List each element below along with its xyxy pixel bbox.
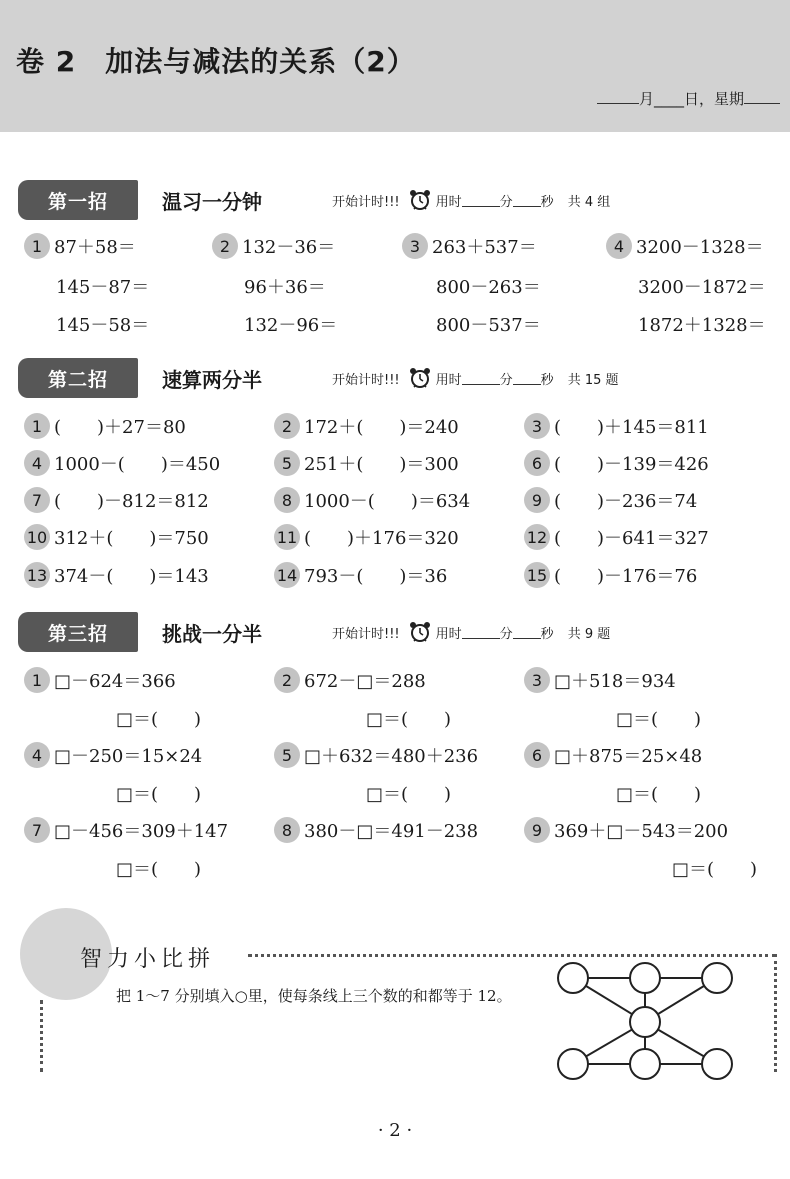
- problem-number: 1: [24, 667, 50, 693]
- problem-number: 15: [524, 562, 550, 588]
- problem-number: 5: [274, 450, 300, 476]
- timer-sec-label: 秒: [540, 626, 554, 642]
- equation: □－456＝309＋147: [54, 821, 229, 842]
- problem-number: 2: [274, 413, 300, 439]
- problem-number: 9: [524, 817, 550, 843]
- puzzle-circle-graph: [550, 958, 750, 1088]
- equation: 800－263＝: [436, 277, 541, 298]
- problem: [274, 562, 447, 588]
- puzzle-node-bottom-right: [702, 1049, 732, 1079]
- problem-number: 2: [212, 233, 238, 259]
- problem: [524, 562, 697, 588]
- timer-min-label: 分: [499, 372, 513, 388]
- problem-group-2: [212, 233, 335, 259]
- equation: □＋518＝934: [554, 671, 676, 692]
- equation: 793－( )＝36: [304, 566, 448, 587]
- timer-min-label: 分: [499, 194, 513, 210]
- problem: [24, 487, 209, 513]
- problem: [24, 742, 202, 768]
- answer-blank: □＝( ): [366, 784, 452, 805]
- equation: ( )－176＝76: [554, 566, 698, 587]
- dotted-border-right: [774, 954, 777, 1072]
- problem-number: 4: [24, 742, 50, 768]
- problem: [274, 450, 459, 476]
- dotted-border-top: [248, 954, 776, 957]
- timer-start-text: 开始计时!!!: [332, 194, 400, 210]
- section-2-header: [18, 358, 619, 398]
- equation: 132－96＝: [244, 315, 338, 336]
- problem: [24, 562, 209, 588]
- problem: [24, 524, 209, 550]
- equation: 145－87＝: [56, 277, 150, 298]
- section-3-tag: 第三招: [18, 612, 138, 652]
- problem-number: 6: [524, 450, 550, 476]
- equation: 3200－1872＝: [638, 277, 766, 298]
- problem-number: 2: [274, 667, 300, 693]
- answer-blank: □＝( ): [366, 709, 452, 730]
- equation: ( )＋176＝320: [304, 528, 459, 549]
- timer-start-text: 开始计时!!!: [332, 626, 400, 642]
- section-1-header: [18, 180, 610, 220]
- puzzle-node-top-left: [558, 963, 588, 993]
- equation: ( )＋145＝811: [554, 417, 709, 438]
- problem: [274, 413, 459, 439]
- equation: 1000－( )＝450: [54, 454, 221, 475]
- timer-used-label: 用时: [435, 372, 462, 388]
- equation: □－250＝15×24: [54, 746, 203, 767]
- problem-number: 5: [274, 742, 300, 768]
- problem: [274, 817, 478, 843]
- problem-number: 11: [274, 524, 300, 550]
- timer-used-label: 用时: [435, 194, 462, 210]
- equation: □＋875＝25×48: [554, 746, 703, 767]
- problem: [24, 413, 186, 439]
- problem-number: 1: [24, 413, 50, 439]
- problem-number: 10: [24, 524, 50, 550]
- equation: 312＋( )＝750: [54, 528, 209, 549]
- equation: □－624＝366: [54, 671, 176, 692]
- equation: ( )＋27＝80: [54, 417, 186, 438]
- page-header: [0, 0, 790, 132]
- equation: 3200－1328＝: [636, 237, 764, 258]
- problem-number: 3: [524, 667, 550, 693]
- problem-group-3: [402, 233, 537, 259]
- answer-blank: □＝( ): [616, 709, 702, 730]
- problem: [274, 742, 478, 768]
- section-2-tag: 第二招: [18, 358, 138, 398]
- equation: 145－58＝: [56, 315, 150, 336]
- answer-blank: □＝( ): [116, 709, 202, 730]
- problem-number: 7: [24, 817, 50, 843]
- problem-number: 4: [606, 233, 632, 259]
- timer-used-label: 用时: [435, 626, 462, 642]
- answer-blank: □＝( ): [116, 784, 202, 805]
- equation: 96＋36＝: [244, 277, 326, 298]
- page-number: · 2 ·: [377, 1120, 413, 1141]
- problem: [524, 413, 709, 439]
- answer-blank: □＝( ): [616, 784, 702, 805]
- problem-number: 13: [24, 562, 50, 588]
- equation: 251＋( )＝300: [304, 454, 459, 475]
- equation: 672－□＝288: [304, 671, 426, 692]
- equation: □＋632＝480＋236: [304, 746, 479, 767]
- problem: [524, 524, 709, 550]
- equation: 1872＋1328＝: [638, 315, 766, 336]
- equation: ( )－641＝327: [554, 528, 709, 549]
- problem: [274, 487, 470, 513]
- section-3-header: [18, 612, 610, 652]
- page-title: 卷 2 加法与减法的关系（2）: [16, 45, 416, 78]
- timer-sec-label: 秒: [540, 194, 554, 210]
- section-1-title: 温习一分钟: [162, 189, 262, 214]
- problem-number: 12: [524, 524, 550, 550]
- equation: 1000－( )＝634: [304, 491, 471, 512]
- problem: [274, 524, 459, 550]
- timer-total: 共 15 题: [567, 372, 619, 388]
- timer-total: 共 9 题: [567, 626, 611, 642]
- timer-total: 共 4 组: [567, 194, 611, 210]
- problem-number: 3: [524, 413, 550, 439]
- alarm-clock-icon: [408, 366, 432, 390]
- section-2-title: 速算两分半: [162, 367, 262, 392]
- equation: 374－( )＝143: [54, 566, 209, 587]
- equation: 132－36＝: [242, 237, 336, 258]
- problem: [24, 817, 228, 843]
- timer-sec-label: 秒: [540, 372, 554, 388]
- equation: 380－□＝491－238: [304, 821, 479, 842]
- problem: [524, 487, 697, 513]
- equation: 800－537＝: [436, 315, 541, 336]
- problem: [524, 450, 709, 476]
- section-1-timer: [332, 188, 610, 212]
- timer-start-text: 开始计时!!!: [332, 372, 400, 388]
- problem-number: 4: [24, 450, 50, 476]
- equation: ( )－812＝812: [54, 491, 209, 512]
- equation: ( )－236＝74: [554, 491, 698, 512]
- puzzle-instruction: 把 1～7 分别填入○里，使每条线上三个数的和都等于 12。: [116, 987, 512, 1005]
- dotted-border-left: [40, 1000, 43, 1072]
- puzzle-title: 智力小比拼: [80, 947, 216, 972]
- problem: [524, 817, 728, 843]
- date-line: [597, 88, 780, 109]
- timer-min-label: 分: [499, 626, 513, 642]
- equation: 87＋58＝: [54, 237, 136, 258]
- equation: 172＋( )＝240: [304, 417, 459, 438]
- problem: [274, 667, 426, 693]
- puzzle-node-top-middle: [630, 963, 660, 993]
- puzzle-node-bottom-middle: [630, 1049, 660, 1079]
- answer-blank: □＝( ): [672, 859, 758, 880]
- equation: 263＋537＝: [432, 237, 537, 258]
- section-2-timer: [332, 366, 619, 390]
- date-line-text: 月____日，星期: [638, 90, 744, 108]
- equation: ( )－139＝426: [554, 454, 709, 475]
- problem-number: 3: [402, 233, 428, 259]
- problem-number: 8: [274, 487, 300, 513]
- problem-number: 6: [524, 742, 550, 768]
- problem-number: 8: [274, 817, 300, 843]
- problem-group-4: [606, 233, 764, 259]
- problem-number: 1: [24, 233, 50, 259]
- section-3-title: 挑战一分半: [162, 621, 262, 646]
- problem: [524, 742, 702, 768]
- problem-number: 14: [274, 562, 300, 588]
- answer-blank: □＝( ): [116, 859, 202, 880]
- puzzle-node-bottom-left: [558, 1049, 588, 1079]
- puzzle-node-top-right: [702, 963, 732, 993]
- problem-number: 7: [24, 487, 50, 513]
- problem-group-1: [24, 233, 136, 259]
- alarm-clock-icon: [408, 620, 432, 644]
- problem: [524, 667, 676, 693]
- puzzle-node-center: [630, 1007, 660, 1037]
- problem-number: 9: [524, 487, 550, 513]
- equation: 369＋□－543＝200: [554, 821, 729, 842]
- section-3-timer: [332, 620, 610, 644]
- problem: [24, 667, 176, 693]
- problem: [24, 450, 220, 476]
- alarm-clock-icon: [408, 188, 432, 212]
- section-1-tag: 第一招: [18, 180, 138, 220]
